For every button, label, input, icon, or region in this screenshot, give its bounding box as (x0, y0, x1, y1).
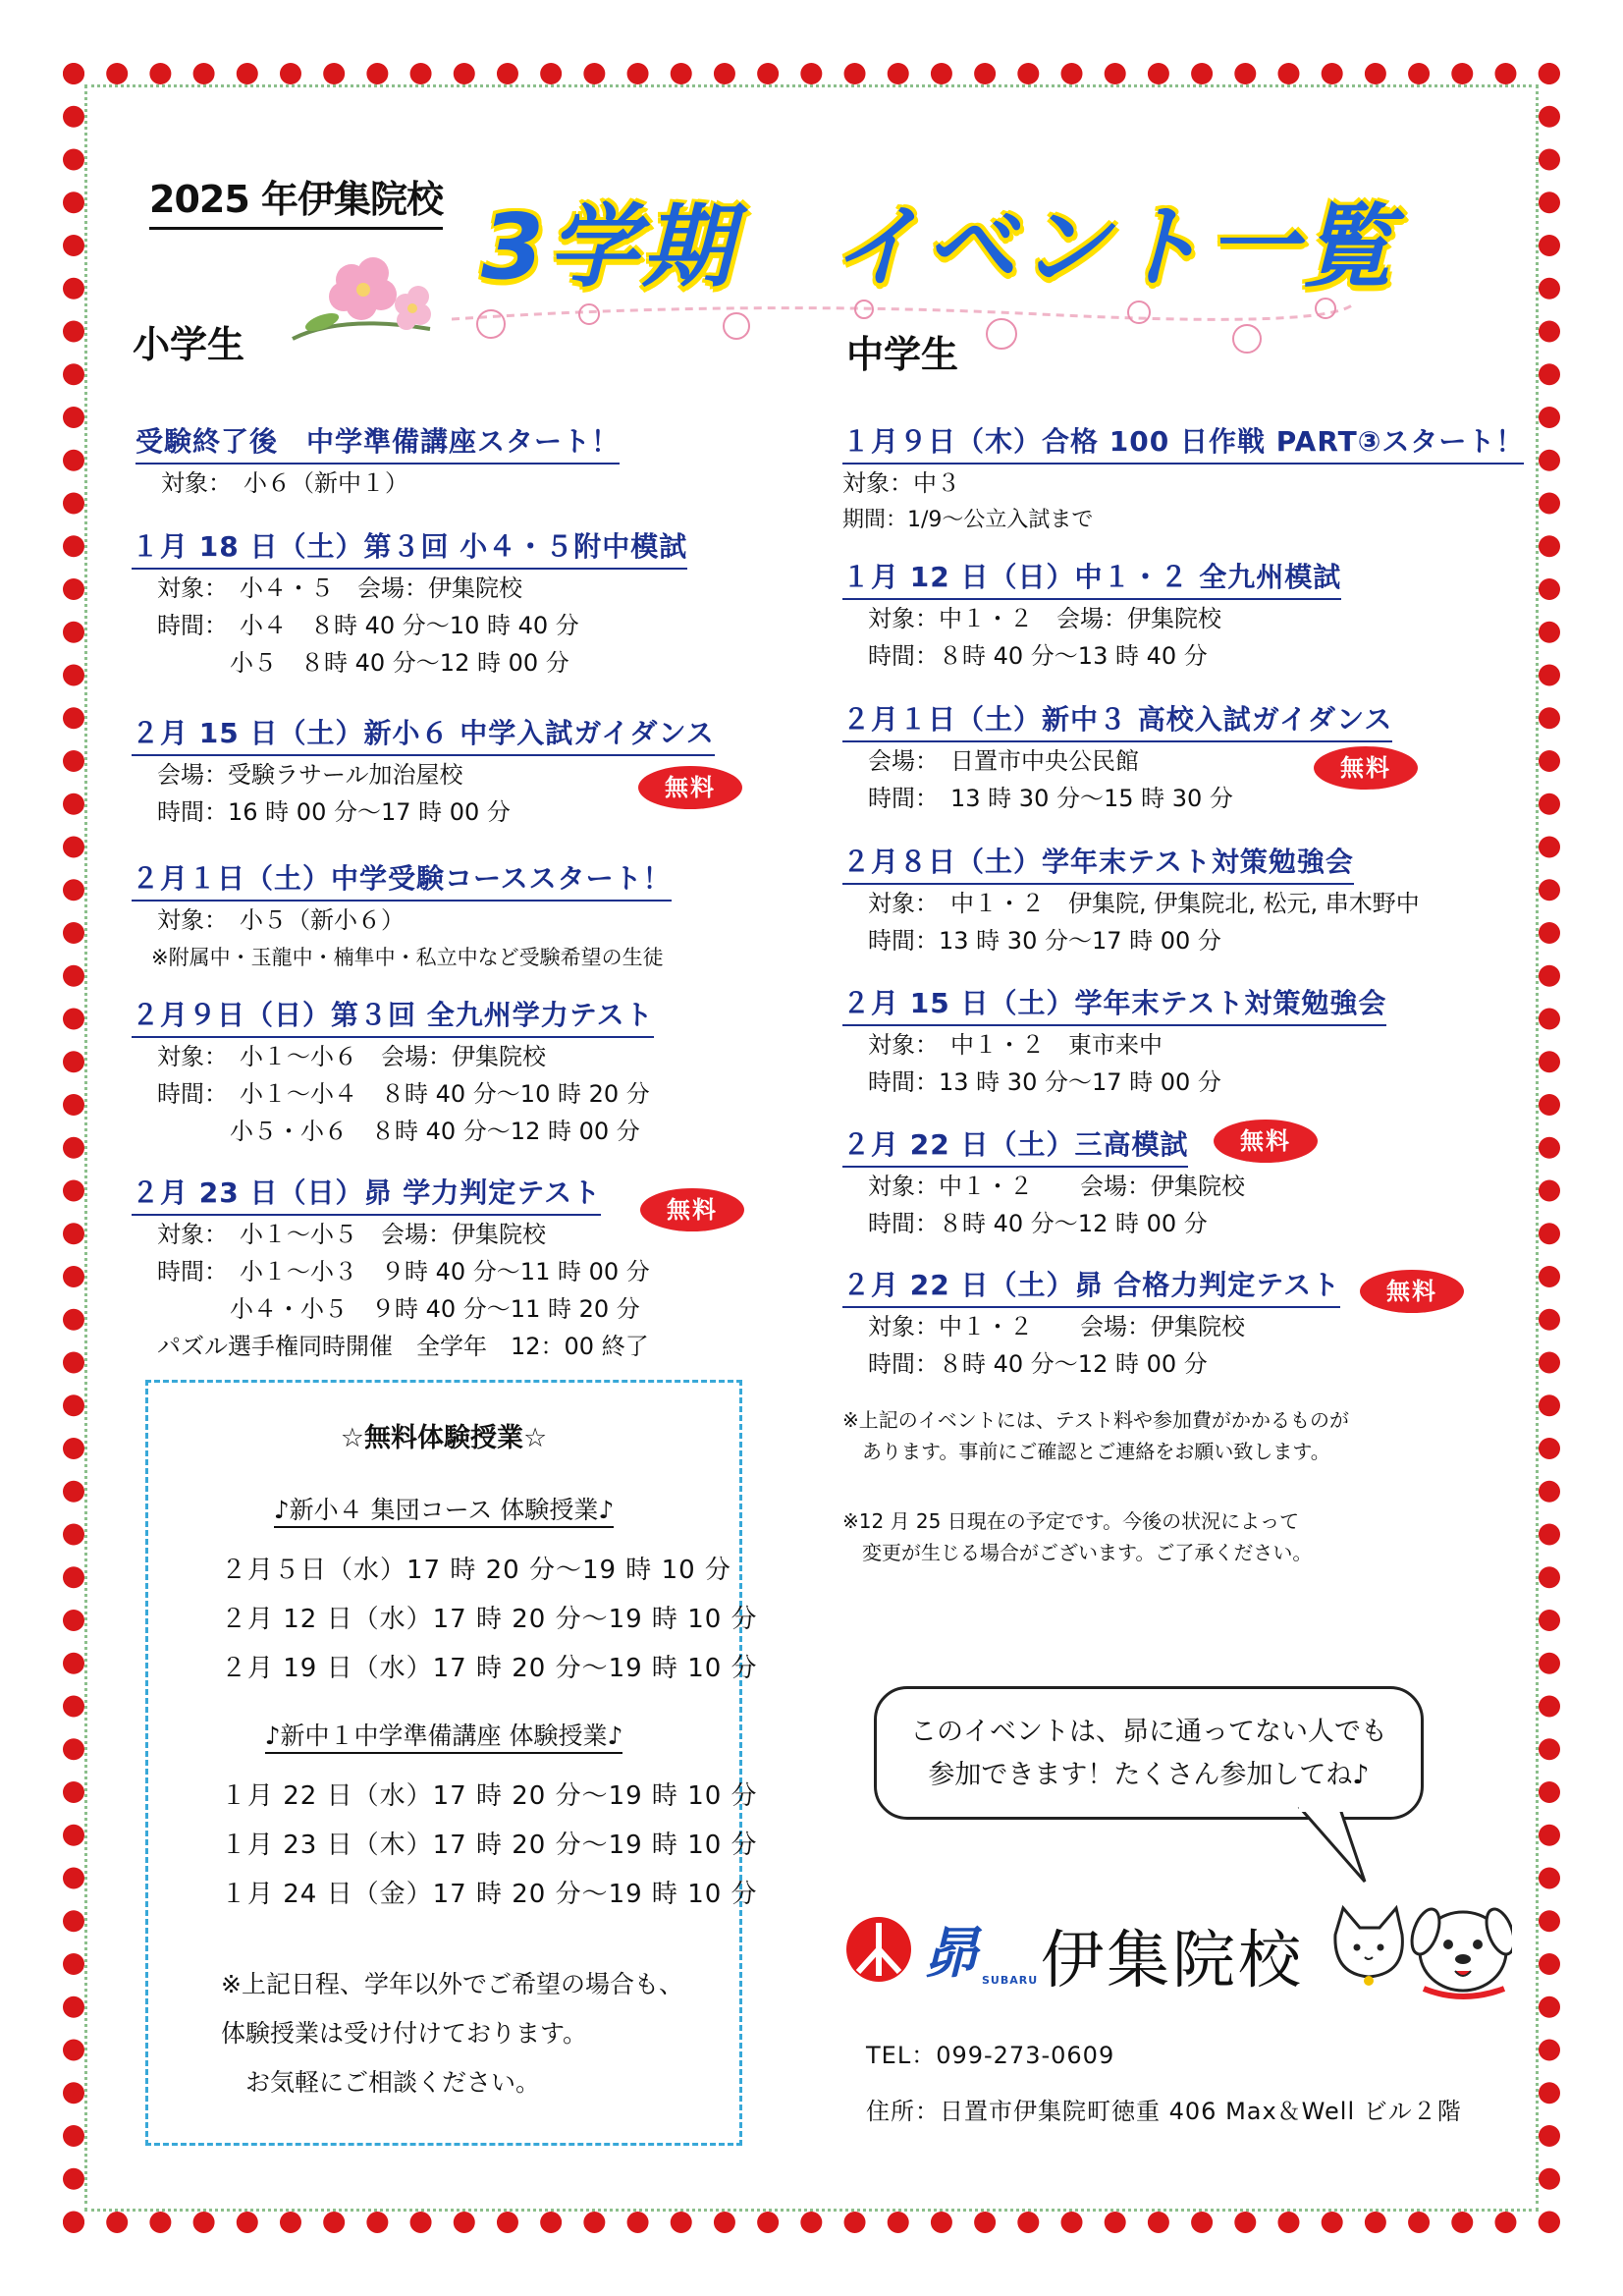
event-line: 時間：８時 40 分～12 時 00 分 (868, 1350, 1208, 1378)
event-title: １月 18 日（土）第３回 小４・５附中模試 (132, 525, 687, 570)
event-line: 時間：13 時 30 分～17 時 00 分 (868, 927, 1221, 955)
elem-event-3 (132, 712, 715, 831)
school-title: 2025 年伊集院校 (149, 169, 443, 230)
event-line: 時間：８時 40 分～12 時 00 分 (868, 1210, 1208, 1237)
elementary-heading: 小学生 (133, 323, 245, 366)
event-line: 対象：中１・２ 会場：伊集院校 (868, 1313, 1245, 1340)
elem-event-5 (132, 994, 654, 1150)
event-line: 時間： 小４ ８時 40 分～10 時 40 分 (157, 612, 579, 639)
trial-note: 体験授業は受け付けております。 (221, 2019, 588, 2048)
event-line: 対象： 小１～小６ 会場：伊集院校 (157, 1043, 546, 1070)
event-line: 会場： 日置市中央公民館 (868, 747, 1139, 775)
trial-heading: ☆無料体験授業☆ (340, 1423, 548, 1453)
trial-date: １月 24 日（金）17 時 20 分～19 時 10 分 (221, 1880, 758, 1909)
event-line: パズル選手権同時開催 全学年 12：00 終了 (157, 1333, 649, 1360)
event-line: 対象： 中１・２ 伊集院, 伊集院北, 松元, 串木野中 (868, 890, 1420, 917)
trial-note: ※上記日程、学年以外でご希望の場合も、 (221, 1970, 683, 1998)
event-line: 対象： 小５（新小６） (157, 906, 405, 934)
free-badge: 無料 (1360, 1270, 1464, 1313)
logo-sub-text: SUBARU (982, 1974, 1039, 1987)
trial-group-title-text: ♪新中１中学準備講座 体験授業♪ (265, 1722, 623, 1754)
event-line: ※附属中・玉龍中・楠隼中・私立中など受験希望の生徒 (151, 946, 664, 969)
trial-group-title (148, 1717, 739, 1752)
trial-note: お気軽にご相談ください。 (221, 2068, 541, 2097)
contact-address: 住所：日置市伊集院町徳重 406 Max＆Well ビル２階 (866, 2098, 1462, 2125)
event-line: 時間：８時 40 分～13 時 40 分 (868, 642, 1208, 670)
notice-line: ※12 月 25 日現在の予定です。今後の状況によって (842, 1509, 1300, 1533)
event-line: 対象： 小１～小５ 会場：伊集院校 (157, 1221, 546, 1248)
event-title: １月 12 日（日）中１・２ 全九州模試 (842, 556, 1341, 600)
contact-tel: TEL：099-273-0609 (866, 2042, 1115, 2069)
free-badge: 無料 (638, 766, 742, 809)
event-title: ２月 23 日（日）昴 学力判定テスト (132, 1172, 601, 1216)
junior-heading: 中学生 (846, 333, 959, 376)
event-line: 小４・小５ ９時 40 分～11 時 20 分 (230, 1295, 640, 1323)
notice-line: 変更が生じる場合がございます。ご了承ください。 (842, 1541, 1313, 1564)
event-line: 小５・小６ ８時 40 分～12 時 00 分 (230, 1118, 640, 1145)
bubble-line: 参加できます！たくさん参加してね♪ (928, 1760, 1370, 1790)
event-title: ２月 15 日（土）学年末テスト対策勉強会 (842, 982, 1386, 1026)
trial-date: ２月 12 日（水）17 時 20 分～19 時 10 分 (221, 1605, 758, 1634)
trial-date: ２月 19 日（水）17 時 20 分～19 時 10 分 (221, 1654, 758, 1683)
event-title: １月９日（木）合格 100 日作戦 PART③スタート！ (842, 420, 1524, 465)
elem-event-2 (132, 525, 687, 682)
elem-event-4 (132, 857, 672, 976)
notice-1 (842, 1404, 1349, 1467)
elem-event-1 (135, 420, 620, 502)
cat-mascot-icon (1335, 1908, 1402, 1977)
event-line: 対象： 中１・２ 東市来中 (868, 1031, 1163, 1059)
trial-group-title (148, 1491, 739, 1526)
event-line: 対象： 小４・５ 会場：伊集院校 (157, 574, 522, 602)
dog-mascot-icon (1407, 1905, 1512, 1991)
junior-event-3 (842, 698, 1392, 817)
junior-event-4 (842, 841, 1420, 959)
event-title: 受験終了後 中学準備講座スタート！ (135, 420, 620, 465)
event-line: 対象：中１・２ 会場：伊集院校 (868, 605, 1221, 632)
junior-event-7 (842, 1264, 1340, 1383)
free-badge: 無料 (1214, 1120, 1318, 1163)
trial-date: ２月５日（水）17 時 20 分～19 時 10 分 (221, 1556, 731, 1585)
event-line: 時間：13 時 30 分～17 時 00 分 (868, 1068, 1221, 1096)
event-title: ２月１日（土）中学受験コーススタート！ (132, 857, 672, 902)
event-title: ２月 22 日（土）三高模試 (842, 1123, 1188, 1168)
notice-line: ※上記のイベントには、テスト料や参加費がかかるものが (842, 1408, 1349, 1432)
junior-event-6 (842, 1123, 1245, 1242)
event-line: 時間： 小１～小４ ８時 40 分～10 時 20 分 (157, 1080, 650, 1108)
subaru-logo-icon (844, 1915, 913, 1984)
trial-group-title-text: ♪新小４ 集団コース 体験授業♪ (274, 1496, 615, 1528)
elem-event-6 (132, 1172, 650, 1365)
event-line: 対象： 小６（新中１） (161, 469, 408, 497)
speech-bubble (874, 1686, 1424, 1820)
event-title: ２月 22 日（土）昴 合格力判定テスト (842, 1264, 1340, 1308)
event-title: ２月１日（土）新中３ 高校入試ガイダンス (842, 698, 1392, 742)
event-title: ２月９日（日）第３回 全九州学力テスト (132, 994, 654, 1038)
event-line: 対象：中１・２ 会場：伊集院校 (868, 1173, 1245, 1200)
cat-dog-mascot-icon (1325, 1890, 1512, 2008)
event-line: 対象：中３ (842, 469, 960, 497)
logo-school-name: 伊集院校 (1041, 1925, 1304, 1997)
junior-event-2 (842, 556, 1341, 675)
free-badge: 無料 (640, 1188, 744, 1231)
logo-mark-text: 昴 (923, 1922, 978, 1986)
junior-event-5 (842, 982, 1386, 1101)
trial-date: １月 22 日（水）17 時 20 分～19 時 10 分 (221, 1781, 758, 1811)
event-line: 時間： 13 時 30 分～15 時 30 分 (868, 785, 1233, 812)
event-line: 期間：1/9～公立入試まで (842, 508, 1094, 532)
event-line: 小５ ８時 40 分～12 時 00 分 (230, 649, 569, 677)
free-badge: 無料 (1314, 746, 1418, 790)
event-line: 会場：受験ラサール加治屋校 (157, 761, 463, 789)
speech-bubble-tail (1296, 1807, 1384, 1886)
event-line: 時間： 小１～小３ ９時 40 分～11 時 00 分 (157, 1258, 650, 1285)
pink-flower-icon (283, 246, 440, 354)
notice-line: あります。事前にご確認とご連絡をお願い致します。 (842, 1440, 1330, 1463)
trial-date: １月 23 日（木）17 時 20 分～19 時 10 分 (221, 1831, 758, 1860)
event-title: ２月８日（土）学年末テスト対策勉強会 (842, 841, 1354, 885)
event-title: ２月 15 日（土）新小６ 中学入試ガイダンス (132, 712, 715, 756)
notice-2 (842, 1505, 1312, 1568)
free-trial-box (145, 1380, 758, 2146)
junior-event-1 (842, 420, 1524, 539)
event-line: 時間：16 時 00 分～17 時 00 分 (157, 798, 511, 826)
bubble-line: このイベントは、昴に通ってない人でも (910, 1717, 1387, 1747)
page-title: 3学期 イベント一覧 (481, 194, 1397, 300)
